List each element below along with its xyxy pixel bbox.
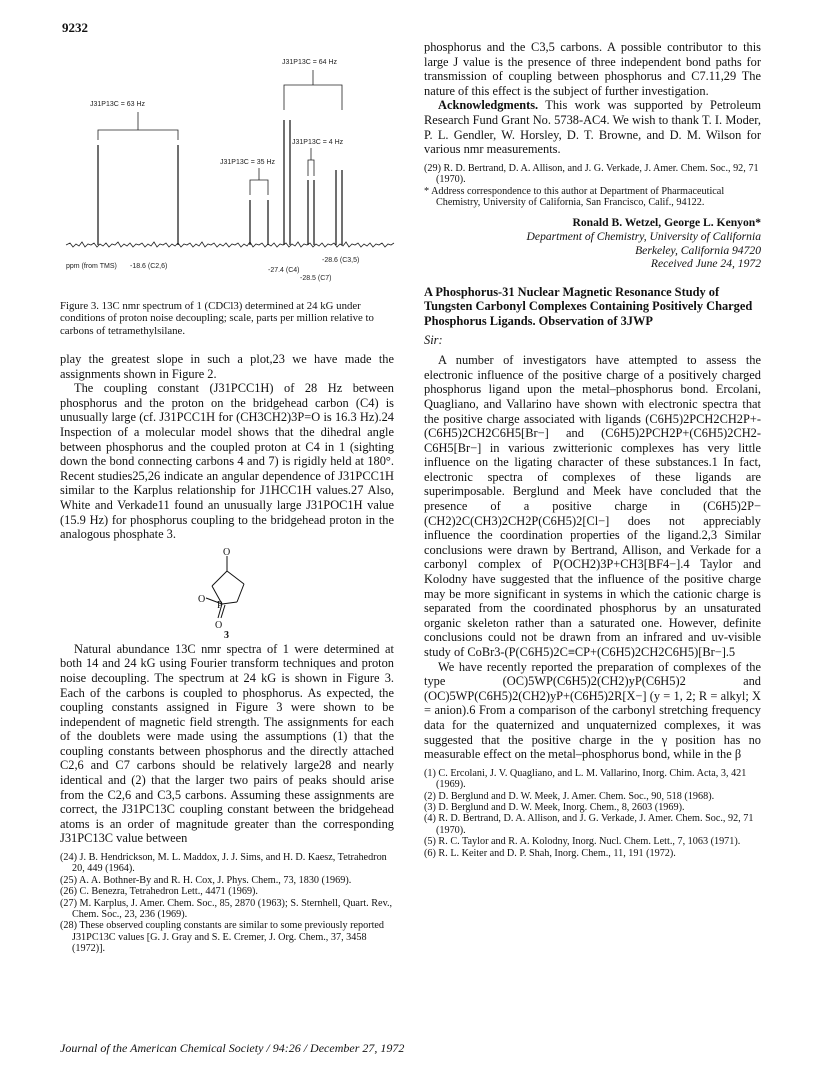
reference-25: (25) A. A. Bothner-By and R. H. Cox, J. Phys. Chem., 73, 1830 (1969). [60,874,352,886]
reference-28: (28) These observed coupling constants are similar to some previously reported J31PC13C values [G. J. Gray and S. E. Cremer, J. Org. Chem., 37, 3458 (1972)]. [60,920,385,955]
reference-5: (5) R. C. Taylor and R. A. Kolodny, Inorg. Nucl. Chem. Lett., 7, 1063 (1971). [424,836,741,848]
left-column [60,352,394,955]
acknowledgments-body: This work was supported by Petroleum Research Fund Grant No. 5738-AC4. We wish to thank T. I. Moder, P. L. Gendler, W. Horsley, D. T. Browne, and D. M. Wilson for various nmr measurements. [424,98,761,157]
svg-text:O: O [223,546,231,558]
left-paragraph-1: play the greatest slope in such a plot,23 we have made the assignments shown in Figure 2. [60,352,394,381]
acknowledgments [424,98,761,156]
figure-caption: Figure 3. 13C nmr spectrum of 1 (CDCl3) determined at 24 kG under conditions of proton noise decoupling; scale, parts per million relative to carbons of tetramethylsilane. [60,300,374,337]
address-footnote: * Address correspondence to this author at Department of Pharmaceutical Chemistry, University of California, San Francisco, Calif., 94122. [424,185,725,208]
page-number: 9232 [62,20,88,35]
acknowledgments-heading: Acknowledgments. [438,98,539,113]
structure-3-label: 3 [224,629,229,638]
reference-27: (27) M. Karplus, J. Amer. Chem. Soc., 85, 2870 (1963); S. Sternhell, Quart. Rev., Chem. Soc., 23, 236 (1969). [60,897,393,921]
author-names: Ronald B. Wetzel, George L. Kenyon* [572,216,761,230]
label-j63: J31P13C = 63 Hz [90,101,146,108]
reference-1: (1) C. Ercolani, J. V. Quagliano, and L. M. Vallarino, Inorg. Chim. Acta, 3, 421 (1969). [424,767,747,791]
reference-6: (6) R. L. Keiter and D. P. Shah, Inorg. Chem., 11, 191 (1972). [424,847,676,859]
salutation: Sir: [424,332,443,347]
reference-24: (24) J. B. Hendrickson, M. L. Maddox, J. J. Sims, and H. D. Kaesz, Tetrahedron 20, 449 (1964). [60,852,387,875]
label-ppm: ppm (from TMS) [66,263,117,270]
spectrum-baseline [66,242,394,247]
svg-text:P: P [217,599,223,611]
label-j4: J31P13C = 4 Hz [292,139,344,146]
svg-text:O: O [198,593,206,605]
structure-3-diagram [182,546,272,638]
reference-3: (3) D. Berglund and D. W. Meek, Inorg. Chem., 8, 2603 (1969). [424,801,685,813]
reference-2: (2) D. Berglund and D. W. Meek, J. Amer. Chem. Soc., 90, 518 (1968). [424,790,715,802]
received-date: Received June 24, 1972 [650,257,761,271]
nmr-spectrum-figure [60,40,400,300]
article-title: A Phosphorus-31 Nuclear Magnetic Resonance Study of Tungsten Carbonyl Complexes Containing Positively Charged Phosphorus Ligands. Observation of 3JWP [424,284,753,328]
journal-footer: Journal of the American Chemical Society / 94:26 / December 27, 1972 [60,1041,405,1055]
nmr-spectrum-svg [60,40,400,300]
svg-text:O: O [215,619,223,631]
label-j35: J31P13C = 35 Hz [220,159,276,166]
right-paragraph-2: A number of investigators have attempted to assess the electronic influence of the positive charge of a positively charged phosphorus ligand upon the metal–phosphorus bond. Ercolani, Quagliano, and Vallarino have shown with electronic spectra that the positive charge associated with ligands (C6H5)2PCH2CH2P+-(C6H5)2CH2C6H5[Br−] and (C6H5)2PCH2P+(C6H5)2CH2-C6H5[Br−] in various zwitterionic complexes has very little influence on the ligating character of these substances.1 In fact, electronic spectra of complexes of these ligands are superimposable. Berglund and Meek have concluded that the presence of a positive charge in (C6H5)2P−(CH2)2C(CH3)2CH2P(C6H5)2[Cl−] does not appreciably influence the coordination properties of the ligand.2,3 Similar conclusions were drawn by Bertrand, Allison, and Verkade for a carbonyl complex of P(OCH2)3P+CH3[BF4−].4 Taylor and Kolodny have suggested that the influence of the positive charge may be more significant in systems in which the cationic charge is separated from the coordinated phosphorus by an unsaturated organic skeleton rather than a saturated one. However, definite conclusions could not be drawn from an infrared and uv-visible study of CoBr3-(P(C6H5)2C≡CP+(C6H5)2CH2C6H5)[Br−].5 [424,353,761,659]
right-column [424,40,761,859]
label-c26: -18.6 (C2,6) [130,263,168,270]
right-references [424,768,761,859]
coupling-brackets [98,70,342,195]
label-j64: J31P13C = 64 Hz [282,59,338,66]
label-c7: -28.5 (C7) [300,275,332,282]
left-references [60,852,394,955]
label-c35: -28.6 (C3,5) [322,257,360,264]
right-top-references [424,163,761,209]
label-c4: -27.4 (C4) [268,267,300,274]
right-paragraph-3: We have recently reported the preparation of complexes of the type (OC)5WP(C6H5)2(CH2)yP(C6H5)2 and (OC)5WP(C6H5)2(CH2)yP+(C6H5)2R[X−] (y = 1, 2; R = alkyl; X = anion).6 From a comparison of the carbonyl stretching frequency data for the quaternized and unquaternized complexes, it was suggested that the positive charge in the γ position has no measurable effect on the metal–phosphorus bond, while in the β [424,659,761,762]
left-paragraph-3: Natural abundance 13C nmr spectra of 1 were determined at both 14 and 24 kG using Fourier transform techniques and proton noise decoupling. The spectrum at 24 kG is shown in Figure 3. Each of the carbons is coupled to phosphorus. As expected, the coupling constants assigned in Figure 3 were shown to be independent of magnetic field strength. The assignments for each of the doublets were made using the assumptions (1) that the coupling constants between phosphorus and the directly attached C2,6 and C7 carbons should be relatively large28 and nearly identical and (2) that the larger two pairs of peaks should arise from the C2,6 and C3,5 carbons. Assuming these assignments are correct, the J31PC13C coupling constant between the bridgehead atoms is an order of magnitude greater than the corresponding J31PC13C value between [60,641,394,846]
right-paragraph-1: phosphorus and the C3,5 carbons. A possible contributor to this large J value is the presence of three independent bond paths for transmission of coupling between phosphorus and C7.11,29 The nature of this effect is the subject of further investigation. [424,40,761,98]
reference-4: (4) R. D. Bertrand, D. A. Allison, and J. G. Verkade, J. Amer. Chem. Soc., 92, 71 (1970). [424,813,754,836]
reference-29: (29) R. D. Bertrand, D. A. Allison, and J. G. Verkade, J. Amer. Chem. Soc., 92, 71 (1970). [424,162,759,186]
author-department: Department of Chemistry, University of California [526,229,761,243]
author-city: Berkeley, California 94720 [635,243,761,257]
reference-26: (26) C. Benezra, Tetrahedron Lett., 4471 (1969). [60,886,258,898]
author-block [424,216,761,270]
left-paragraph-2: The coupling constant (J31PCC1H) of 28 Hz between phosphorus and the proton on the bridgehead carbon (C4) is unusually large (cf. J31PCC1H for (CH3CH2)3P=O is 16.3 Hz).24 Inspection of a molecular model shows that the dihedral angle between phosphorus and the coupled proton at C4 in 1 (sighting down the bond connecting carbons 4 and 7) is rigidly held at 180°. Recent studies25,26 indicate an angular dependence of J31PCC1H similar to the Karplus relationship for J1HCC1H values.27 Also, White and Verkade11 found an unusually large J31POC1H value (15.9 Hz) for phosphorus coupling to the bridgehead proton in the analogous phosphate 3. [60,381,394,542]
